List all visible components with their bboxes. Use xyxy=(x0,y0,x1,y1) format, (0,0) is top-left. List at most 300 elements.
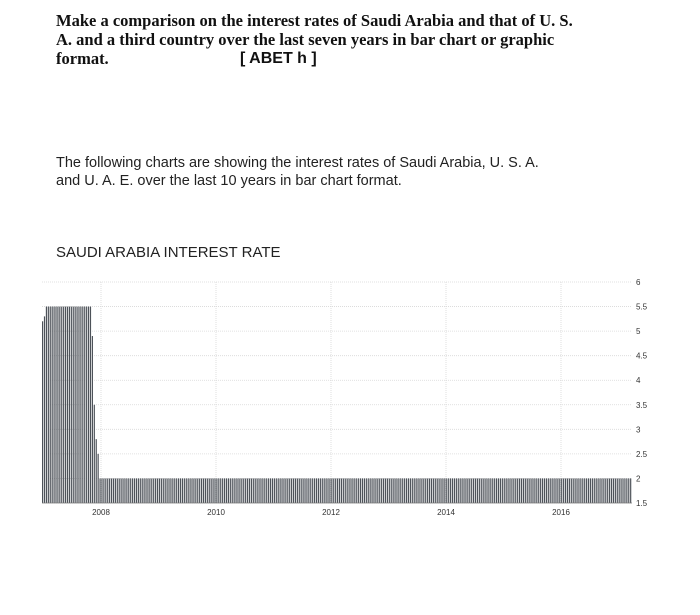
bar xyxy=(435,478,436,503)
bar xyxy=(481,478,482,503)
bar xyxy=(155,478,156,503)
bar xyxy=(419,478,420,503)
bar xyxy=(180,478,181,503)
bar xyxy=(176,478,177,503)
bar xyxy=(264,478,265,503)
bar xyxy=(142,478,143,503)
bar xyxy=(191,478,192,503)
bar xyxy=(285,478,286,503)
bar xyxy=(197,478,198,503)
bar xyxy=(507,478,508,503)
bar xyxy=(523,478,524,503)
bar xyxy=(232,478,233,503)
bar xyxy=(373,478,374,503)
bar xyxy=(211,478,212,503)
bar xyxy=(339,478,340,503)
y-tick-label: 2.5 xyxy=(636,449,648,459)
bar xyxy=(209,478,210,503)
bar xyxy=(113,478,114,503)
bar xyxy=(366,478,367,503)
y-tick-label: 4.5 xyxy=(636,351,648,361)
bar xyxy=(214,478,215,503)
bar xyxy=(410,478,411,503)
bar xyxy=(182,478,183,503)
bar xyxy=(582,478,583,503)
bar xyxy=(575,478,576,503)
bar xyxy=(601,478,602,503)
bar xyxy=(473,478,474,503)
bar xyxy=(488,478,489,503)
bar xyxy=(607,478,608,503)
bar xyxy=(55,307,56,503)
bar xyxy=(122,478,123,503)
bar xyxy=(352,478,353,503)
bar xyxy=(477,478,478,503)
bar xyxy=(431,478,432,503)
bar xyxy=(335,478,336,503)
bar xyxy=(333,478,334,503)
bar xyxy=(88,307,89,503)
bar xyxy=(479,478,480,503)
bar xyxy=(454,478,455,503)
bar xyxy=(609,478,610,503)
bar xyxy=(291,478,292,503)
bar xyxy=(201,478,202,503)
bar xyxy=(416,478,417,503)
bar xyxy=(458,478,459,503)
bar xyxy=(408,478,409,503)
bar xyxy=(308,478,309,503)
bar xyxy=(463,478,464,503)
bar xyxy=(329,478,330,503)
bar xyxy=(44,316,45,503)
bar xyxy=(140,478,141,503)
bar xyxy=(280,478,281,503)
bar xyxy=(500,478,501,503)
bar xyxy=(124,478,125,503)
bar xyxy=(486,478,487,503)
bar xyxy=(98,454,99,503)
x-tick-label: 2010 xyxy=(207,508,225,517)
bar xyxy=(316,478,317,503)
bar xyxy=(53,307,54,503)
bar xyxy=(389,478,390,503)
bar xyxy=(452,478,453,503)
bar xyxy=(239,478,240,503)
bar xyxy=(337,478,338,503)
bar xyxy=(331,478,332,503)
description-line: and U. A. E. over the last 10 years in bar chart format. xyxy=(56,173,402,189)
bar xyxy=(46,307,47,503)
bar xyxy=(519,478,520,503)
bar xyxy=(318,478,319,503)
bar xyxy=(262,478,263,503)
bar xyxy=(552,478,553,503)
bar xyxy=(90,307,91,503)
bar xyxy=(270,478,271,503)
question-line: A. and a third country over the last seven years in bar chart or graphic xyxy=(56,30,555,49)
bar xyxy=(266,478,267,503)
bar xyxy=(115,478,116,503)
bar xyxy=(396,478,397,503)
bar xyxy=(119,478,120,503)
y-tick-label: 5 xyxy=(636,327,641,337)
bar xyxy=(532,478,533,503)
bar xyxy=(82,307,83,503)
bar xyxy=(48,307,49,503)
bar xyxy=(86,307,87,503)
bar xyxy=(423,478,424,503)
bar xyxy=(347,478,348,503)
bar xyxy=(621,478,622,503)
bar xyxy=(278,478,279,503)
abet-tag: [ ABET h ] xyxy=(240,50,317,67)
bar xyxy=(42,321,43,503)
bar xyxy=(117,478,118,503)
bar xyxy=(281,478,282,503)
bar xyxy=(442,478,443,503)
bar xyxy=(78,307,79,503)
bar xyxy=(126,478,127,503)
bar xyxy=(525,478,526,503)
bar xyxy=(161,478,162,503)
bar xyxy=(251,478,252,503)
bar xyxy=(57,307,58,503)
bar xyxy=(383,478,384,503)
bar xyxy=(216,478,217,503)
bar xyxy=(417,478,418,503)
bar xyxy=(364,478,365,503)
bar xyxy=(322,478,323,503)
bar xyxy=(111,478,112,503)
bar xyxy=(174,478,175,503)
bar xyxy=(228,478,229,503)
bar xyxy=(144,478,145,503)
bar xyxy=(360,478,361,503)
bar xyxy=(314,478,315,503)
bar xyxy=(94,405,95,503)
bar xyxy=(283,478,284,503)
bar xyxy=(444,478,445,503)
bar xyxy=(358,478,359,503)
bar xyxy=(605,478,606,503)
bar xyxy=(615,478,616,503)
bar xyxy=(105,478,106,503)
bar xyxy=(393,478,394,503)
bar xyxy=(467,478,468,503)
bar xyxy=(590,478,591,503)
description-line: The following charts are showing the interest rates of Saudi Arabia, U. S. A. xyxy=(56,155,539,171)
bar xyxy=(559,478,560,503)
bar xyxy=(304,478,305,503)
bar xyxy=(421,478,422,503)
bar xyxy=(350,478,351,503)
question-line: Make a comparison on the interest rates of Saudi Arabia and that of U. S. xyxy=(56,11,573,30)
bar xyxy=(241,478,242,503)
bar xyxy=(65,307,66,503)
bar xyxy=(542,478,543,503)
bar xyxy=(159,478,160,503)
bar xyxy=(109,478,110,503)
bar xyxy=(312,478,313,503)
bar xyxy=(599,478,600,503)
bar xyxy=(306,478,307,503)
x-tick-label: 2008 xyxy=(92,508,110,517)
bar xyxy=(619,478,620,503)
bar xyxy=(536,478,537,503)
bar xyxy=(573,478,574,503)
bar xyxy=(253,478,254,503)
bar xyxy=(465,478,466,503)
y-tick-label: 4 xyxy=(636,376,641,386)
bar xyxy=(429,478,430,503)
bar xyxy=(450,478,451,503)
bar xyxy=(502,478,503,503)
bar xyxy=(594,478,595,503)
bar xyxy=(193,478,194,503)
bar xyxy=(212,478,213,503)
bar xyxy=(145,478,146,503)
y-tick-label: 3.5 xyxy=(636,400,648,410)
bar xyxy=(544,478,545,503)
y-tick-label: 3 xyxy=(636,425,641,435)
bar xyxy=(167,478,168,503)
bar xyxy=(565,478,566,503)
bar xyxy=(471,478,472,503)
bar xyxy=(571,478,572,503)
bar xyxy=(168,478,169,503)
bar xyxy=(460,478,461,503)
bar xyxy=(439,478,440,503)
bar xyxy=(107,478,108,503)
bar xyxy=(96,439,97,503)
bar xyxy=(557,478,558,503)
bar xyxy=(186,478,187,503)
bar xyxy=(462,478,463,503)
bar xyxy=(546,478,547,503)
bar xyxy=(249,478,250,503)
bar xyxy=(324,478,325,503)
bar xyxy=(433,478,434,503)
bar xyxy=(527,478,528,503)
bar xyxy=(377,478,378,503)
bar xyxy=(121,478,122,503)
bar xyxy=(188,478,189,503)
bar xyxy=(412,478,413,503)
bar xyxy=(498,478,499,503)
bar xyxy=(603,478,604,503)
bar xyxy=(260,478,261,503)
bar xyxy=(132,478,133,503)
bar xyxy=(504,478,505,503)
bar xyxy=(268,478,269,503)
bar xyxy=(299,478,300,503)
bar xyxy=(170,478,171,503)
bar xyxy=(184,478,185,503)
bar xyxy=(469,478,470,503)
bar xyxy=(138,478,139,503)
bar xyxy=(276,478,277,503)
bar xyxy=(530,478,531,503)
bar xyxy=(563,478,564,503)
bar xyxy=(613,478,614,503)
bar xyxy=(626,478,627,503)
bar xyxy=(226,478,227,503)
bar xyxy=(69,307,70,503)
bar xyxy=(235,478,236,503)
bar xyxy=(222,478,223,503)
bar xyxy=(414,478,415,503)
bar xyxy=(553,478,554,503)
bar xyxy=(130,478,131,503)
bar xyxy=(73,307,74,503)
x-tick-label: 2012 xyxy=(322,508,340,517)
bar xyxy=(59,307,60,503)
bar xyxy=(75,307,76,503)
bar xyxy=(230,478,231,503)
chart-title: SAUDI ARABIA INTEREST RATE xyxy=(56,244,281,261)
bar xyxy=(345,478,346,503)
bar xyxy=(506,478,507,503)
bar xyxy=(103,478,104,503)
bar xyxy=(92,336,93,503)
bar xyxy=(509,478,510,503)
bar xyxy=(511,478,512,503)
bar xyxy=(341,478,342,503)
bar xyxy=(165,478,166,503)
bar xyxy=(134,478,135,503)
bar xyxy=(224,478,225,503)
bar xyxy=(567,478,568,503)
bar xyxy=(371,478,372,503)
bar xyxy=(287,478,288,503)
bar xyxy=(151,478,152,503)
bar xyxy=(136,478,137,503)
bar xyxy=(548,478,549,503)
bar xyxy=(494,478,495,503)
bar xyxy=(348,478,349,503)
bar xyxy=(624,478,625,503)
bar xyxy=(490,478,491,503)
bar xyxy=(71,307,72,503)
bar xyxy=(245,478,246,503)
bar xyxy=(596,478,597,503)
bar xyxy=(362,478,363,503)
bar xyxy=(255,478,256,503)
bar xyxy=(147,478,148,503)
bar xyxy=(274,478,275,503)
bar xyxy=(50,307,51,503)
bar xyxy=(394,478,395,503)
bar xyxy=(404,478,405,503)
bar xyxy=(195,478,196,503)
bar xyxy=(406,478,407,503)
bar xyxy=(237,478,238,503)
bar xyxy=(496,478,497,503)
bar xyxy=(178,478,179,503)
bar xyxy=(149,478,150,503)
bar xyxy=(99,478,100,503)
bar xyxy=(385,478,386,503)
bar xyxy=(550,478,551,503)
bar xyxy=(327,478,328,503)
bar xyxy=(218,478,219,503)
bar xyxy=(391,478,392,503)
bar xyxy=(555,478,556,503)
bar xyxy=(483,478,484,503)
bar xyxy=(517,478,518,503)
bar xyxy=(576,478,577,503)
bar xyxy=(295,478,296,503)
bar xyxy=(448,478,449,503)
bar xyxy=(199,478,200,503)
bar xyxy=(379,478,380,503)
bar xyxy=(190,478,191,503)
x-tick-label: 2014 xyxy=(437,508,455,517)
bar xyxy=(588,478,589,503)
question-line: format. xyxy=(56,49,109,68)
bar xyxy=(326,478,327,503)
bar xyxy=(569,478,570,503)
bar xyxy=(521,478,522,503)
y-tick-label: 5.5 xyxy=(636,302,648,312)
bar xyxy=(584,478,585,503)
bar xyxy=(163,478,164,503)
bar xyxy=(157,478,158,503)
bar xyxy=(622,478,623,503)
bar xyxy=(67,307,68,503)
bar xyxy=(580,478,581,503)
bar xyxy=(561,478,562,503)
bar xyxy=(387,478,388,503)
y-tick-label: 1.5 xyxy=(636,499,648,508)
bar xyxy=(243,478,244,503)
bar xyxy=(303,478,304,503)
bar xyxy=(492,478,493,503)
bar xyxy=(456,478,457,503)
bar xyxy=(628,478,629,503)
bar xyxy=(247,478,248,503)
bar xyxy=(398,478,399,503)
bar xyxy=(515,478,516,503)
bar xyxy=(207,478,208,503)
bar xyxy=(258,478,259,503)
bar xyxy=(370,478,371,503)
bar xyxy=(586,478,587,503)
bar xyxy=(61,307,62,503)
bar xyxy=(234,478,235,503)
bar xyxy=(538,478,539,503)
bar xyxy=(446,478,447,503)
bar xyxy=(320,478,321,503)
y-tick-label: 6 xyxy=(636,278,641,287)
bar xyxy=(356,478,357,503)
bar xyxy=(381,478,382,503)
bar xyxy=(485,478,486,503)
bar xyxy=(630,478,631,503)
bar xyxy=(400,478,401,503)
bar xyxy=(76,307,77,503)
bar xyxy=(310,478,311,503)
bar xyxy=(592,478,593,503)
bar xyxy=(368,478,369,503)
bar xyxy=(425,478,426,503)
bar xyxy=(153,478,154,503)
bar xyxy=(293,478,294,503)
bar xyxy=(257,478,258,503)
bar xyxy=(128,478,129,503)
bar xyxy=(63,307,64,503)
